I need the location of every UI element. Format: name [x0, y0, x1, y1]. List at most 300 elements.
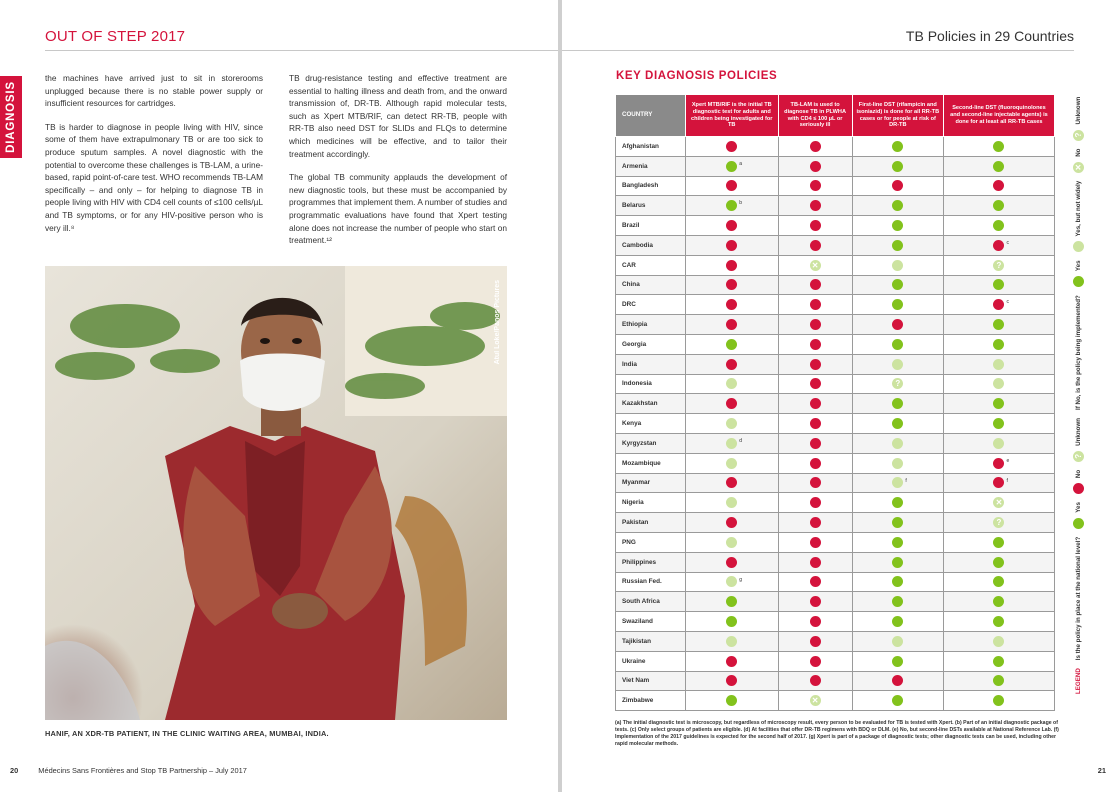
- country-name: South Africa: [616, 592, 686, 612]
- paragraph: TB drug-resistance testing and effective treatment are essential to halting illness and death from, and the onward transmission of, DR-TB. Although rapid molecular tests, such as Xpert MTB/RIF, can detect RR-TB, people with RR-TB also need DST for SLIDs and FLQs to determine which medicines will be effective, and to tailor their treatment accordingly.: [289, 73, 507, 159]
- policy-cell: [686, 631, 779, 651]
- country-name: Russian Fed.: [616, 572, 686, 592]
- status-no-dot-icon: [726, 359, 737, 370]
- photo-credit: Atul Loke/Panos Pictures: [494, 280, 501, 365]
- policy-cell: [778, 592, 852, 612]
- legend-item-unknown: ? Unknown: [1073, 418, 1084, 462]
- table-header-row: [616, 95, 1055, 137]
- status-no-dot-icon: [993, 240, 1004, 251]
- status-no-dot-icon: [892, 675, 903, 686]
- running-head-left: OUT OF STEP 2017: [45, 28, 186, 45]
- text-column-2: [289, 72, 507, 258]
- status-planned-dot-icon: [892, 438, 903, 449]
- country-name: China: [616, 275, 686, 295]
- status-yes-dot-icon: [993, 418, 1004, 429]
- country-name: Indonesia: [616, 374, 686, 394]
- policy-cell: [778, 275, 852, 295]
- policy-cell: [778, 235, 852, 255]
- status-no-dot-icon: [810, 240, 821, 251]
- table-row: [616, 394, 1055, 414]
- policy-cell: [686, 216, 779, 236]
- yes-dot-icon: [1073, 276, 1084, 287]
- policy-cell: [686, 295, 779, 315]
- status-yes-dot-icon: [726, 596, 737, 607]
- policy-cell: [852, 473, 943, 493]
- policy-cell: [686, 275, 779, 295]
- policy-cell: [852, 572, 943, 592]
- policy-cell: [778, 651, 852, 671]
- policy-cell: [778, 156, 852, 176]
- status-no-dot-icon: [810, 675, 821, 686]
- status-yes-dot-icon: [993, 576, 1004, 587]
- table-row: [616, 315, 1055, 335]
- section-tab-label: DIAGNOSIS: [5, 81, 17, 153]
- cross-dot-icon: ✕: [1073, 162, 1084, 173]
- policy-cell: [686, 433, 779, 453]
- policy-cell: [778, 572, 852, 592]
- status-no-dot-icon: [810, 497, 821, 508]
- policy-cell: [686, 414, 779, 434]
- status-no-dot-icon: [726, 260, 737, 271]
- status-no-dot-icon: [726, 319, 737, 330]
- country-name: Armenia: [616, 156, 686, 176]
- patient-photo-illustration: [45, 266, 507, 720]
- country-name: Kenya: [616, 414, 686, 434]
- policy-cell: [943, 612, 1054, 632]
- table-row: [616, 552, 1055, 572]
- status-yes-dot-icon: [892, 418, 903, 429]
- table-row: [616, 691, 1055, 711]
- policy-cell: [686, 374, 779, 394]
- policy-cell: [778, 513, 852, 533]
- policy-cell: [943, 671, 1054, 691]
- policy-cell: [852, 493, 943, 513]
- policy-cell: [778, 691, 852, 711]
- footnote-marker: a: [739, 160, 743, 167]
- policy-cell: [852, 671, 943, 691]
- status-no-dot-icon: [993, 477, 1004, 488]
- status-yes-dot-icon: [892, 398, 903, 409]
- policy-cell: [943, 295, 1054, 315]
- policy-cell: [943, 651, 1054, 671]
- status-no-dot-icon: [726, 656, 737, 667]
- country-name: India: [616, 354, 686, 374]
- section-title: KEY DIAGNOSIS POLICIES: [616, 70, 778, 82]
- table-row: [616, 137, 1055, 157]
- status-yes-dot-icon: [993, 616, 1004, 627]
- country-name: CAR: [616, 255, 686, 275]
- policy-cell: [686, 572, 779, 592]
- policy-cell: [686, 235, 779, 255]
- status-no-dot-icon: [810, 557, 821, 568]
- status-planned-dot-icon: [726, 418, 737, 429]
- policy-cell: [686, 552, 779, 572]
- policy-cell: [778, 196, 852, 216]
- table-row: [616, 216, 1055, 236]
- policy-cell: [943, 275, 1054, 295]
- policy-cell: [852, 216, 943, 236]
- status-unknown-dot-icon: ?: [993, 260, 1004, 271]
- status-no-dot-icon: [993, 458, 1004, 469]
- policy-cell: [852, 414, 943, 434]
- policy-cell: [686, 592, 779, 612]
- status-yes-dot-icon: [726, 616, 737, 627]
- policy-cell: [943, 315, 1054, 335]
- status-no-dot-icon: [810, 141, 821, 152]
- policy-cell: [943, 235, 1054, 255]
- column-header-second-line-dst: Second-line DST (fluoroquinolones and second-line injectable agents) is done for at least all RR-TB cases: [943, 95, 1054, 137]
- policy-cell: [943, 354, 1054, 374]
- status-planned-dot-icon: [993, 378, 1004, 389]
- status-na-dot-icon: ✕: [810, 695, 821, 706]
- status-yes-dot-icon: [892, 200, 903, 211]
- policy-cell: [778, 433, 852, 453]
- status-yes-dot-icon: [892, 656, 903, 667]
- legend-question-2: If No, is the policy being implemented?: [1075, 295, 1082, 410]
- policy-cell: [943, 532, 1054, 552]
- status-yes-dot-icon: [726, 200, 737, 211]
- status-planned-dot-icon: [892, 359, 903, 370]
- policy-cell: [943, 513, 1054, 533]
- policy-cell: [778, 532, 852, 552]
- status-no-dot-icon: [810, 299, 821, 310]
- table-row: [616, 156, 1055, 176]
- table-row: [616, 433, 1055, 453]
- footnote-marker: c: [1006, 239, 1009, 246]
- table-row: [616, 374, 1055, 394]
- paragraph: the machines have arrived just to sit in storerooms unplugged because there is no stable power supply or insufficient resources for cartridges.: [45, 73, 263, 109]
- policy-cell: [778, 176, 852, 196]
- policy-cell: [852, 334, 943, 354]
- status-no-dot-icon: [810, 359, 821, 370]
- status-no-dot-icon: [726, 299, 737, 310]
- status-yes-dot-icon: [993, 557, 1004, 568]
- status-yes-dot-icon: [993, 398, 1004, 409]
- policy-cell: [852, 255, 943, 275]
- status-yes-dot-icon: [892, 517, 903, 528]
- policy-cell: [778, 315, 852, 335]
- status-yes-dot-icon: [726, 339, 737, 350]
- footnote-marker: e: [1006, 457, 1010, 464]
- status-no-dot-icon: [810, 161, 821, 172]
- country-name: Tajikistan: [616, 631, 686, 651]
- policy-cell: [686, 354, 779, 374]
- footnote-marker: g: [739, 576, 743, 583]
- policy-cell: [943, 156, 1054, 176]
- table-row: [616, 473, 1055, 493]
- light-green-dot-icon: [1073, 241, 1084, 252]
- status-yes-dot-icon: [993, 596, 1004, 607]
- table-row: [616, 275, 1055, 295]
- policy-cell: [852, 196, 943, 216]
- policy-cell: [852, 631, 943, 651]
- status-yes-dot-icon: [993, 656, 1004, 667]
- footer-text: Médecins Sans Frontières and Stop TB Partnership – July 2017: [38, 766, 247, 775]
- footnote-marker: f: [905, 477, 907, 484]
- status-no-dot-icon: [810, 438, 821, 449]
- status-na-dot-icon: ✕: [810, 260, 821, 271]
- photo-caption: HANIF, AN XDR-TB PATIENT, IN THE CLINIC WAITING AREA, MUMBAI, INDIA.: [45, 729, 329, 738]
- text-column-1: [45, 72, 263, 245]
- no-dot-icon: [1073, 483, 1084, 494]
- status-no-dot-icon: [726, 398, 737, 409]
- status-yes-dot-icon: [726, 695, 737, 706]
- policy-cell: [943, 691, 1054, 711]
- column-header-first-line-dst: First-line DST (rifampicin and isoniazid) is done for all RR-TB cases or for people at risk of DR-TB: [852, 95, 943, 137]
- policy-cell: [686, 513, 779, 533]
- policy-cell: [686, 176, 779, 196]
- policy-cell: [778, 493, 852, 513]
- policy-cell: [686, 493, 779, 513]
- page-number: 20: [10, 766, 19, 775]
- country-name: Viet Nam: [616, 671, 686, 691]
- status-no-dot-icon: [810, 656, 821, 667]
- policy-cell: [943, 453, 1054, 473]
- policy-cell: [852, 612, 943, 632]
- status-no-dot-icon: [810, 319, 821, 330]
- status-no-dot-icon: [810, 616, 821, 627]
- patient-photo: [45, 266, 507, 720]
- table-body: [616, 137, 1055, 711]
- status-yes-dot-icon: [892, 161, 903, 172]
- policy-cell: [852, 295, 943, 315]
- table-row: [616, 631, 1055, 651]
- policy-cell: [852, 354, 943, 374]
- country-name: Kyrgyzstan: [616, 433, 686, 453]
- policy-cell: [778, 216, 852, 236]
- country-name: DRC: [616, 295, 686, 315]
- table-row: [616, 453, 1055, 473]
- status-yes-dot-icon: [993, 279, 1004, 290]
- status-unknown-dot-icon: ?: [892, 378, 903, 389]
- policy-cell: [943, 572, 1054, 592]
- policy-cell: [852, 315, 943, 335]
- status-no-dot-icon: [810, 537, 821, 548]
- table-row: [616, 414, 1055, 434]
- country-name: Philippines: [616, 552, 686, 572]
- country-name: Myanmar: [616, 473, 686, 493]
- policy-cell: [686, 612, 779, 632]
- question-dot-icon: ?: [1073, 130, 1084, 141]
- policy-cell: [852, 513, 943, 533]
- table-row: [616, 235, 1055, 255]
- status-yes-dot-icon: [892, 240, 903, 251]
- policy-cell: [852, 651, 943, 671]
- policy-cell: [686, 453, 779, 473]
- status-yes-dot-icon: [993, 675, 1004, 686]
- status-no-dot-icon: [810, 477, 821, 488]
- status-no-dot-icon: [892, 180, 903, 191]
- legend-title: LEGEND: [1075, 668, 1082, 694]
- status-planned-dot-icon: [892, 458, 903, 469]
- table-row: [616, 532, 1055, 552]
- country-name: Zimbabwe: [616, 691, 686, 711]
- section-tab: [0, 76, 22, 158]
- status-no-dot-icon: [810, 576, 821, 587]
- status-no-dot-icon: [993, 299, 1004, 310]
- country-name: Brazil: [616, 216, 686, 236]
- status-yes-dot-icon: [993, 537, 1004, 548]
- policy-cell: [943, 374, 1054, 394]
- status-yes-dot-icon: [993, 695, 1004, 706]
- policy-cell: [943, 433, 1054, 453]
- paragraph: The global TB community applauds the development of new diagnostic tools, but these must be accompanied by programmes that implement them. A number of studies and programmatic evaluations have found that Xpert testing alone does not increase the number of people who start on treatment.¹²: [289, 172, 507, 246]
- table-row: [616, 671, 1055, 691]
- policy-cell: [686, 255, 779, 275]
- status-yes-dot-icon: [892, 576, 903, 587]
- status-no-dot-icon: [810, 458, 821, 469]
- status-yes-dot-icon: [993, 339, 1004, 350]
- table-row: [616, 493, 1055, 513]
- policy-cell: [686, 156, 779, 176]
- policy-cell: [686, 473, 779, 493]
- status-no-dot-icon: [810, 200, 821, 211]
- policy-cell: [852, 156, 943, 176]
- status-yes-dot-icon: [892, 596, 903, 607]
- table-row: [616, 592, 1055, 612]
- policy-cell: [778, 394, 852, 414]
- legend-item-implemented-no: ✕ No: [1073, 149, 1084, 173]
- status-no-dot-icon: [726, 141, 737, 152]
- policy-cell: [943, 414, 1054, 434]
- table-row: [616, 295, 1055, 315]
- status-yes-dot-icon: [892, 220, 903, 231]
- status-yes-dot-icon: [993, 141, 1004, 152]
- left-page: [0, 0, 558, 792]
- country-name: Swaziland: [616, 612, 686, 632]
- status-planned-dot-icon: [726, 458, 737, 469]
- country-name: Ethiopia: [616, 315, 686, 335]
- policy-cell: [852, 453, 943, 473]
- footer-left: [10, 766, 247, 775]
- status-no-dot-icon: [810, 517, 821, 528]
- policy-cell: [778, 612, 852, 632]
- status-planned-dot-icon: [993, 359, 1004, 370]
- status-yes-dot-icon: [892, 616, 903, 627]
- header-rule: [45, 50, 558, 51]
- policy-cell: [852, 275, 943, 295]
- status-no-dot-icon: [993, 180, 1004, 191]
- status-yes-dot-icon: [892, 141, 903, 152]
- legend-item-no: No: [1073, 470, 1084, 494]
- country-name: Afghanistan: [616, 137, 686, 157]
- status-no-dot-icon: [726, 220, 737, 231]
- policy-cell: [686, 196, 779, 216]
- policy-cell: [943, 216, 1054, 236]
- policy-cell: [943, 631, 1054, 651]
- table-row: [616, 196, 1055, 216]
- status-planned-dot-icon: [892, 260, 903, 271]
- legend-item-yes: Yes: [1073, 502, 1084, 529]
- column-header-xpert: Xpert MTB/RIF is the initial TB diagnostic test for adults and children being investigated for TB: [686, 95, 779, 137]
- policy-table: [615, 94, 1055, 711]
- table-row: [616, 513, 1055, 533]
- status-no-dot-icon: [726, 240, 737, 251]
- policy-cell: [943, 473, 1054, 493]
- status-no-dot-icon: [810, 378, 821, 389]
- country-name: Bangladesh: [616, 176, 686, 196]
- legend-question-1: Is the policy in place at the national level?: [1075, 536, 1082, 661]
- paragraph: TB is harder to diagnose in people living with HIV, since some of them have extrapulmonary TB or are too sick to produce sputum samples. A novel diagnostic with the potential to overcome these challenges is TB-LAM, a urine-based, rapid point-of-care test. WHO recommends TB-LAM specifically – and only – for helping to diagnose TB in people living with HIV with CD4 cell counts of ≤100 cells/µL and TB symptoms, or for any HIV-positive person who is very ill.⁸: [45, 121, 263, 233]
- status-no-dot-icon: [810, 636, 821, 647]
- policy-cell: [852, 691, 943, 711]
- policy-cell: [686, 671, 779, 691]
- status-na-dot-icon: ✕: [993, 497, 1004, 508]
- policy-cell: [943, 137, 1054, 157]
- running-head-right: TB Policies in 29 Countries: [905, 28, 1074, 44]
- status-no-dot-icon: [810, 339, 821, 350]
- status-no-dot-icon: [810, 180, 821, 191]
- status-yes-dot-icon: [993, 200, 1004, 211]
- policy-cell: [778, 631, 852, 651]
- status-yes-dot-icon: [892, 497, 903, 508]
- status-no-dot-icon: [726, 675, 737, 686]
- country-name: PNG: [616, 532, 686, 552]
- status-planned-dot-icon: [892, 636, 903, 647]
- legend: [1063, 94, 1083, 694]
- policy-cell: [943, 552, 1054, 572]
- policy-cell: [778, 453, 852, 473]
- policy-cell: [943, 255, 1054, 275]
- policy-cell: [778, 414, 852, 434]
- legend-item-implemented-unknown: ? Unknown: [1073, 97, 1084, 141]
- table-row: [616, 334, 1055, 354]
- policy-cell: [852, 394, 943, 414]
- table-row: [616, 354, 1055, 374]
- country-name: Cambodia: [616, 235, 686, 255]
- status-no-dot-icon: [726, 477, 737, 488]
- policy-cell: [778, 552, 852, 572]
- status-no-dot-icon: [726, 279, 737, 290]
- policy-cell: [852, 235, 943, 255]
- status-yes-dot-icon: [892, 279, 903, 290]
- policy-cell: [943, 592, 1054, 612]
- country-name: Georgia: [616, 334, 686, 354]
- country-name: Mozambique: [616, 453, 686, 473]
- policy-cell: [686, 532, 779, 552]
- status-yes-dot-icon: [726, 161, 737, 172]
- status-yes-dot-icon: [892, 537, 903, 548]
- policy-cell: [943, 493, 1054, 513]
- column-header-country: COUNTRY: [616, 95, 686, 137]
- status-no-dot-icon: [892, 319, 903, 330]
- table-footnotes: (a) The initial diagnostic test is microscopy, but regardless of microscopy result, every person to be evaluated for TB is tested with Xpert. (b) Part of an initial diagnostic package of tests. (c) Only select groups of patients are eligible. (d) At facilities that offer DR-TB regimens with BDQ or DLM. (e) No, but second-line DSTs available at National Reference Lab. (f) Implementation of the 2017 guidelines is expected for the second half of 2017. (g) Xpert is part of a package of diagnostic tests; other diagnostic tests can be used, including other rapid molecular methods.: [615, 720, 1059, 747]
- status-planned-dot-icon: [726, 576, 737, 587]
- footnote-marker: d: [739, 437, 743, 444]
- policy-cell: [778, 334, 852, 354]
- status-planned-dot-icon: [726, 537, 737, 548]
- policy-cell: [943, 176, 1054, 196]
- status-yes-dot-icon: [993, 220, 1004, 231]
- country-name: Ukraine: [616, 651, 686, 671]
- policy-cell: [778, 671, 852, 691]
- status-yes-dot-icon: [892, 299, 903, 310]
- table-row: [616, 572, 1055, 592]
- policy-cell: [943, 334, 1054, 354]
- policy-cell: [852, 433, 943, 453]
- status-planned-dot-icon: [726, 636, 737, 647]
- policy-cell: [852, 137, 943, 157]
- policy-cell: [852, 552, 943, 572]
- status-unknown-dot-icon: ?: [993, 517, 1004, 528]
- country-name: Kazakhstan: [616, 394, 686, 414]
- status-no-dot-icon: [726, 180, 737, 191]
- yes-dot-icon: [1073, 518, 1084, 529]
- policy-cell: [686, 137, 779, 157]
- status-yes-dot-icon: [993, 161, 1004, 172]
- status-planned-dot-icon: [726, 438, 737, 449]
- policy-cell: [686, 691, 779, 711]
